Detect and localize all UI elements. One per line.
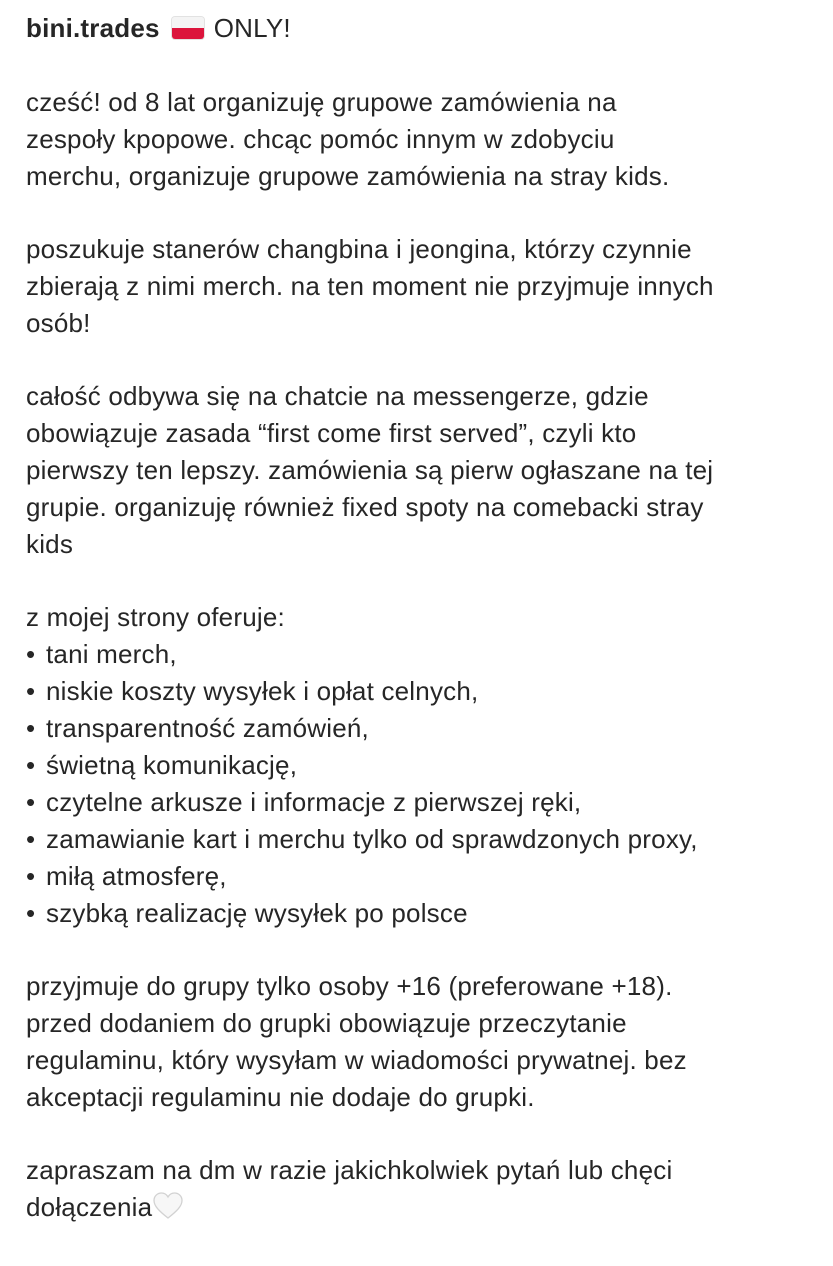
list-item-text: szybką realizację wysyłek po polsce xyxy=(46,898,468,928)
text-line: cześć! od 8 lat organizuję grupowe zamówienia na xyxy=(26,87,617,117)
bullet-icon: • xyxy=(26,713,36,743)
header-tagline: ONLY! xyxy=(213,12,291,43)
poland-flag-icon xyxy=(172,17,204,39)
list-item-text: tani merch, xyxy=(46,639,177,669)
bullet-icon: • xyxy=(26,750,36,780)
list-item xyxy=(26,821,826,858)
paragraph-closing xyxy=(26,1152,826,1230)
list-item-text: niskie koszty wysyłek i opłat celnych, xyxy=(46,676,479,706)
list-item-text: zamawianie kart i merchu tylko od sprawdzonych proxy, xyxy=(46,824,698,854)
text-line xyxy=(26,1189,826,1230)
paragraph-intro xyxy=(26,84,826,195)
offer-section xyxy=(26,599,826,932)
list-item xyxy=(26,636,826,673)
list-item-text: miłą atmosferę, xyxy=(46,861,227,891)
list-item-text: świetną komunikację, xyxy=(46,750,298,780)
username-link[interactable]: bini.trades xyxy=(26,12,160,43)
offer-intro: z mojej strony oferuje: xyxy=(26,602,285,632)
text-line: zapraszam na dm w razie jakichkolwiek pytań lub chęci xyxy=(26,1155,673,1185)
text-line: zbierają z nimi merch. na ten moment nie przyjmuje innych xyxy=(26,271,714,301)
caption-header xyxy=(26,8,826,48)
bullet-icon: • xyxy=(26,676,36,706)
bullet-icon: • xyxy=(26,787,36,817)
post-caption xyxy=(26,8,826,1266)
list-item xyxy=(26,784,826,821)
text-line: przed dodaniem do grupki obowiązuje przeczytanie xyxy=(26,1008,627,1038)
list-item xyxy=(26,895,826,932)
paragraph-rules xyxy=(26,968,826,1116)
paragraph-how-it-works xyxy=(26,378,826,563)
text-line: całość odbywa się na chatcie na messengerze, gdzie xyxy=(26,381,649,411)
text-line: obowiązuje zasada “first come first served”, czyli kto xyxy=(26,418,637,448)
text-line: grupie. organizuję również fixed spoty na comebacki stray xyxy=(26,492,704,522)
list-item-text: czytelne arkusze i informacje z pierwszej ręki, xyxy=(46,787,582,817)
list-item xyxy=(26,747,826,784)
bullet-icon: • xyxy=(26,898,36,928)
text-line: merchu, organizuje grupowe zamówienia na stray kids. xyxy=(26,161,670,191)
bullet-icon: • xyxy=(26,824,36,854)
white-heart-icon xyxy=(153,1192,183,1230)
list-item xyxy=(26,673,826,710)
text-line: osób! xyxy=(26,308,91,338)
paragraph-looking-for xyxy=(26,231,826,342)
text-line: poszukuje stanerów changbina i jeongina, którzy czynnie xyxy=(26,234,692,264)
text-line: kids xyxy=(26,529,74,559)
closing-text: dołączenia xyxy=(26,1192,153,1222)
list-item xyxy=(26,858,826,895)
text-line: pierwszy ten lepszy. zamówienia są pierw ogłaszane na tej xyxy=(26,455,714,485)
text-line: akceptacji regulaminu nie dodaje do grupki. xyxy=(26,1082,535,1112)
offer-list xyxy=(26,636,826,932)
list-item-text: transparentność zamówień, xyxy=(46,713,369,743)
text-line: zespoły kpopowe. chcąc pomóc innym w zdobyciu xyxy=(26,124,615,154)
bullet-icon: • xyxy=(26,861,36,891)
text-line: regulaminu, który wysyłam w wiadomości prywatnej. bez xyxy=(26,1045,687,1075)
bullet-icon: • xyxy=(26,639,36,669)
list-item xyxy=(26,710,826,747)
text-line: przyjmuje do grupy tylko osoby +16 (preferowane +18). xyxy=(26,971,673,1001)
